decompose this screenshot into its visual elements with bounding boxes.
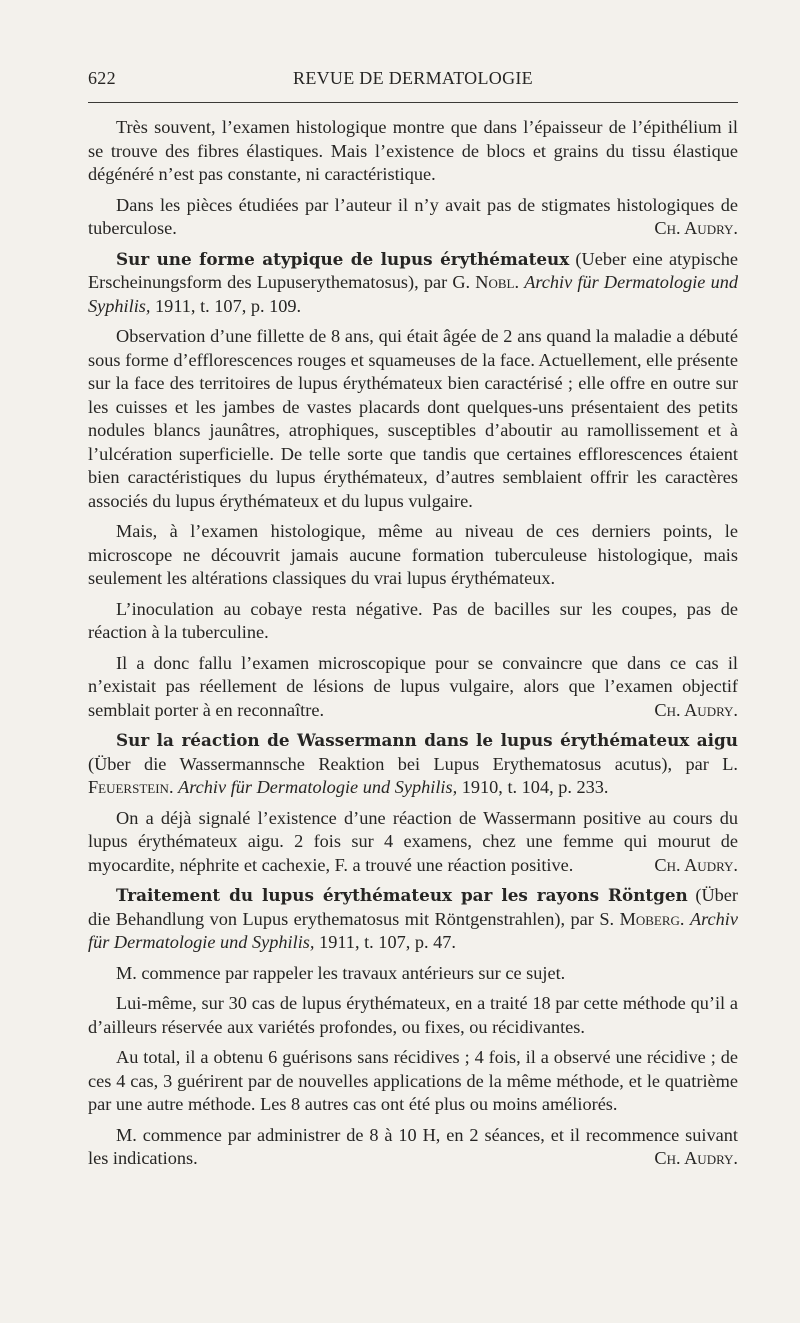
signature: Ch. Audry. — [654, 218, 738, 238]
page-body — [88, 116, 738, 1178]
article-2-author: Feuerstein — [88, 777, 169, 797]
article-2-title: Sur la réaction de Wassermann dans le lupus érythémateux aigu — [116, 730, 738, 750]
journal-title: REVUE DE DERMATOLOGIE — [293, 68, 533, 88]
article-3-author: Moberg — [619, 908, 680, 929]
article-2-citation-sep: . — [168, 777, 179, 797]
article-2-citation: (Über die Wassermannsche Reaktion bei Lupus Erythematosus acutus), par L. — [88, 753, 738, 774]
article-1-paragraph — [88, 652, 738, 723]
article-3-citation-tail: 1911, t. 107, p. 47. — [314, 932, 456, 952]
article-3-journal: Archiv für Dermatologie und Syphilis, — [88, 908, 738, 952]
running-header — [88, 68, 738, 92]
signature: Ch. Audry. — [654, 1148, 738, 1168]
article-2-citation-tail: 1910, t. 104, p. 233. — [457, 777, 609, 797]
article-1-citation: (Ueber eine atypische Erscheinungsform des Lupuserythematosus), par G. — [88, 248, 738, 292]
article-1-author: Nobl — [475, 272, 515, 292]
article-3-citation-sep: . — [679, 908, 690, 929]
page-number: 622 — [88, 68, 116, 88]
article-1-heading — [88, 248, 738, 319]
article-2-paragraph-text: On a déjà signalé l’existence d’une réaction de Wassermann positive au cours du lupus érythémateux aigu. 2 fois sur 4 examens, chez une femme qui mourut de myocardite, néphrite et cachexie, F. a trouvé une réaction positive. — [88, 807, 738, 875]
signature: Ch. Audry. — [654, 699, 738, 720]
article-1-paragraph-text: Il a donc fallu l’examen microscopique pour se convaincre que dans ce cas il n’existait pas réellement de lésions de lupus vulgaire, alors que l’examen objectif semblait porter à en reconnaître. — [88, 652, 738, 720]
article-1-paragraph: Observation d’une fillette de 8 ans, qui était âgée de 2 ans quand la maladie a débuté sous forme d’efflorescences rouges et squameuses de la face. Actuellement, elle présente sur la face des territoires de lupus érythémateux bien caractérisé ; elle offre en outre sur les cuisses et les jambes de vastes placards dont quelques-uns présentaient des petits nodules blancs jaunâtres, atrophiques, susceptibles d’aboutir au ramollissement et à l’ulcération superficielle. De telle sorte que tandis que certaines efflorescences étaient bien caractéristiques du lupus érythémateux, d’autres semblaient offrir les caractères associés du lupus érythémateux et du lupus vulgaire. — [88, 326, 738, 511]
article-3-paragraph: Au total, il a obtenu 6 guérisons sans récidives ; 4 fois, il a observé une récidive ; de ces 4 cas, 3 guérirent par de nouvelles applications de la même méthode, et le quatrième par une autre méthode. Les 8 autres cas ont été plus ou moins améliorés. — [88, 1047, 738, 1114]
article-3-paragraph — [88, 1124, 738, 1171]
article-1-title: Sur une forme atypique de lupus érythémateux — [116, 248, 570, 269]
intro-paragraph-text: Dans les pièces étudiées par l’auteur il n’y avait pas de stigmates histologiques de tuberculose. — [88, 194, 738, 238]
header-rule — [88, 102, 738, 103]
article-3-paragraph: Lui-même, sur 30 cas de lupus érythémateux, en a traité 18 par cette méthode qu’il a d’ailleurs réservée aux variétés profondes, ou fixes, ou récidivantes. — [88, 993, 738, 1037]
article-1-citation-tail: 1911, t. 107, p. 109. — [150, 295, 302, 316]
article-2-journal: Archiv für Dermatologie und Syphilis, — [178, 777, 458, 797]
article-1-paragraph: Mais, à l’examen histologique, même au niveau de ces derniers points, le microscope ne découvrit jamais aucune formation tuberculeuse histologique, mais seulement les altérations classiques du vrai lupus érythémateux. — [88, 521, 738, 588]
signature: Ch. Audry. — [654, 854, 738, 875]
article-3-title: Traitement du lupus érythémateux par les rayons Röntgen — [116, 885, 688, 905]
article-3-citation: (Über die Behandlung von Lupus erythematosus mit Röntgenstrahlen), par S. — [88, 885, 739, 929]
intro-paragraph-1: Très souvent, l’examen histologique montre que dans l’épaisseur de l’épithélium il se trouve des fibres élastiques. Mais l’existence de blocs et grains du tissu élastique dégénéré n’est pas constante, ni caractéristique. — [88, 117, 738, 184]
article-2-paragraph — [88, 807, 738, 878]
article-2-heading — [88, 729, 738, 800]
article-3-paragraph-text: M. commence par administrer de 8 à 10 H, en 2 séances, et il recommence suivant les indications. — [88, 1124, 738, 1168]
article-1-journal: Archiv für Dermatologie und Syphilis, — [88, 272, 739, 316]
intro-paragraph-2 — [88, 194, 738, 241]
article-1-paragraph: L’inoculation au cobaye resta négative. Pas de bacilles sur les coupes, pas de réaction à la tuberculine. — [88, 598, 738, 642]
article-1-citation-sep: . — [514, 272, 525, 292]
article-3-paragraph: M. commence par rappeler les travaux antérieurs sur ce sujet. — [116, 962, 566, 983]
article-3-heading — [88, 884, 738, 955]
